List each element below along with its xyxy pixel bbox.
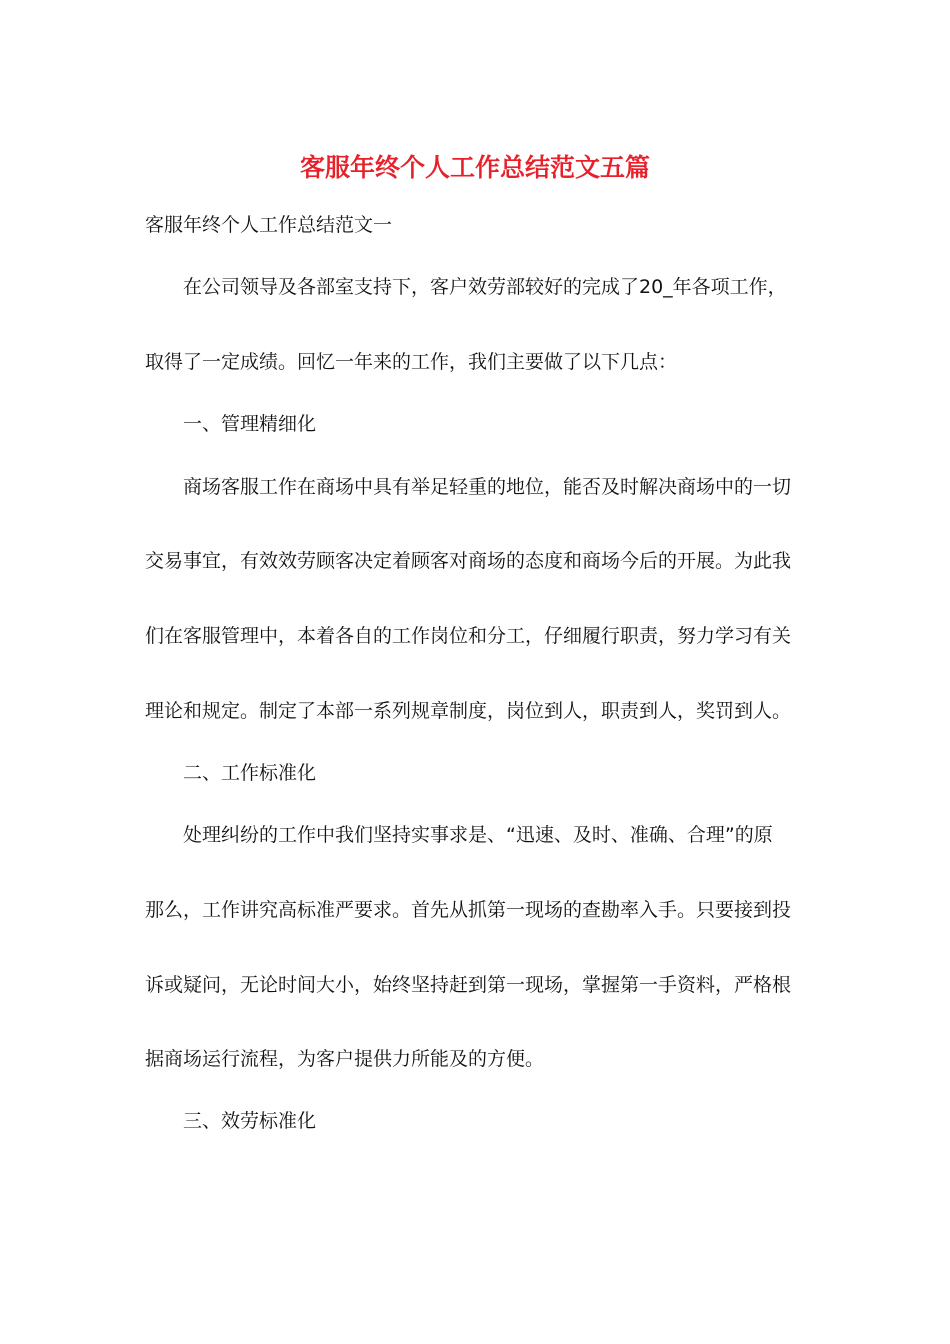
paragraph-line: 们在客服管理中，本着各自的工作岗位和分工，仔细履行职责，努力学习有关 [145,625,792,647]
section-heading: 二、工作标准化 [183,762,317,784]
paragraph-line: 那么，工作讲究高标准严要求。首先从抓第一现场的查勘率入手。只要接到投 [145,899,792,921]
paragraph-line: 据商场运行流程，为客户提供力所能及的方便。 [145,1048,545,1070]
section-heading: 三、效劳标准化 [183,1110,317,1132]
section-heading: 一、管理精细化 [183,413,317,435]
section-subtitle: 客服年终个人工作总结范文一 [145,214,393,236]
paragraph-line: 诉或疑问，无论时间大小，始终坚持赶到第一现场，掌握第一手资料，严格根 [145,974,792,996]
document-title: 客服年终个人工作总结范文五篇 [299,153,650,182]
paragraph-line: 取得了一定成绩。回忆一年来的工作，我们主要做了以下几点： [145,351,678,373]
paragraph-line: 商场客服工作在商场中具有举足轻重的地位，能否及时解决商场中的一切 [183,476,792,498]
paragraph-line: 在公司领导及各部室支持下，客户效劳部较好的完成了20_年各项工作， [183,276,787,298]
paragraph-line: 交易事宜，有效效劳顾客决定着顾客对商场的态度和商场今后的开展。为此我 [145,550,792,572]
paragraph-line: 处理纠纷的工作中我们坚持实事求是、“迅速、及时、准确、合理”的原 [183,824,773,846]
paragraph-line: 理论和规定。制定了本部一系列规章制度，岗位到人，职责到人，奖罚到人。 [145,700,792,722]
